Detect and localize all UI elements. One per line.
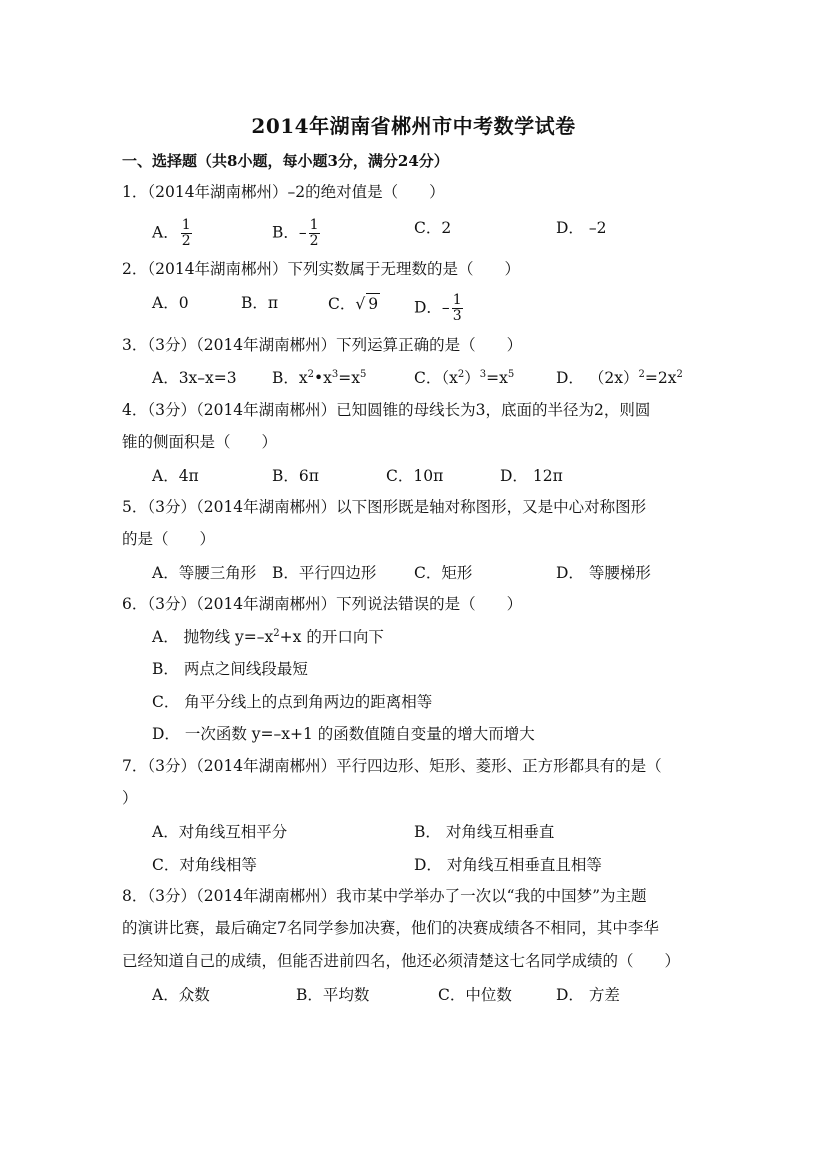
question-8-line3: 已经知道自己的成绩，但能否进前四名，他还必须清楚这七名同学成绩的（ ） <box>122 952 681 970</box>
q5-option-a: A．等腰三角形 <box>152 564 257 582</box>
q4-option-c: C．10π <box>386 467 444 485</box>
q3-c-part1: C．（x <box>414 369 458 387</box>
q3-c-exp3: 5 <box>507 368 515 380</box>
q6-option-a <box>152 627 384 647</box>
q2-d-fraction <box>452 293 463 324</box>
q6-option-b: B． 两点之间线段最短 <box>152 660 308 678</box>
question-1: 1．（2014年湖南郴州）–2的绝对值是（ ） <box>122 183 445 201</box>
q8-option-b: B．平均数 <box>296 986 370 1004</box>
q1-b-denominator: 2 <box>309 233 319 249</box>
q1-a-denominator: 2 <box>181 233 191 249</box>
q1-b-numerator: 1 <box>309 217 319 233</box>
q1-option-c: C．2 <box>414 219 452 237</box>
q8-option-c: C．中位数 <box>438 986 512 1004</box>
q3-d-part1: D． （2x） <box>556 369 639 387</box>
q6-a-exp: 2 <box>273 627 280 639</box>
q3-b-part1: B．x <box>272 369 308 387</box>
q2-c-radicand: 9 <box>368 295 379 313</box>
question-4-line1: 4．（3分）（2014年湖南郴州）已知圆锥的母线长为3，底面的半径为2，则圆 <box>122 401 651 419</box>
q3-option-b <box>272 368 366 388</box>
question-5-line1: 5．（3分）（2014年湖南郴州）以下图形既是轴对称图形，又是中心对称图形 <box>122 498 647 516</box>
q1-option-d: D． –2 <box>556 219 607 237</box>
q3-c-part3: =x <box>486 369 508 387</box>
question-7-line1: 7．（3分）（2014年湖南郴州）平行四边形、矩形、菱形、正方形都具有的是（ <box>122 757 662 775</box>
q6-option-c: C． 角平分线上的点到角两边的距离相等 <box>152 693 433 711</box>
q3-option-c <box>414 368 514 388</box>
q2-option-c: C．√ 9 <box>328 295 379 313</box>
q3-option-d <box>556 368 683 388</box>
q5-option-c: C．矩形 <box>414 564 473 582</box>
q3-b-exp1: 2 <box>307 368 315 380</box>
q3-d-part2: =2x <box>644 369 677 387</box>
section-heading: 一、选择题（共8小题，每小题3分，满分24分） <box>122 152 449 170</box>
q2-option-a: A．0 <box>152 294 189 312</box>
q7-option-c: C．对角线相等 <box>152 856 257 874</box>
q3-c-part2: ） <box>464 369 480 387</box>
q3-d-exp2: 2 <box>676 368 683 380</box>
q7-option-d: D． 对角线互相垂直且相等 <box>414 856 602 874</box>
q1-a-label: A． <box>152 223 179 242</box>
question-2: 2．（2014年湖南郴州）下列实数属于无理数的是（ ） <box>122 260 521 278</box>
question-7-line2: ） <box>122 789 138 807</box>
question-4-line2: 锥的侧面积是（ ） <box>122 433 278 451</box>
q5-option-d: D． 等腰梯形 <box>556 564 651 582</box>
q3-d-exp1: 2 <box>638 368 645 380</box>
q6-option-d: D． 一次函数 y=–x+1 的函数值随自变量的增大而增大 <box>152 725 535 743</box>
q1-b-fraction <box>309 218 320 249</box>
q1-option-b <box>272 218 320 249</box>
q4-option-a: A．4π <box>152 467 199 485</box>
question-8-line2: 的演讲比赛，最后确定7名同学参加决赛，他们的决赛成绩各不相同，其中李华 <box>122 919 659 937</box>
q1-a-fraction <box>181 218 192 249</box>
question-6: 6．（3分）（2014年湖南郴州）下列说法错误的是（ ） <box>122 595 523 613</box>
q6-a-part2: +x 的开口向下 <box>279 628 384 646</box>
q3-b-part3: =x <box>338 369 361 387</box>
page-title: 2014年湖南省郴州市中考数学试卷 <box>251 114 576 138</box>
q3-b-part2: •x <box>314 369 332 387</box>
q8-option-d: D． 方差 <box>556 986 620 1004</box>
q5-option-b: B．平行四边形 <box>272 564 377 582</box>
q2-option-b: B．π <box>241 294 279 312</box>
q1-option-a <box>152 218 192 249</box>
q3-b-exp3: 5 <box>360 368 367 380</box>
q4-option-d: D． 12π <box>500 467 563 485</box>
q6-a-part1: A． 抛物线 y=–x <box>152 628 274 646</box>
q3-option-a: A．3x–x=3 <box>152 369 237 387</box>
q2-d-numerator: 1 <box>452 292 462 308</box>
q1-b-label: B．– <box>272 223 307 242</box>
question-3: 3．（3分）（2014年湖南郴州）下列运算正确的是（ ） <box>122 336 523 354</box>
q7-option-b: B． 对角线互相垂直 <box>414 823 555 841</box>
q2-c-label: C． <box>328 295 356 313</box>
question-8-line1: 8．（3分）（2014年湖南郴州）我市某中学举办了一次以“我的中国梦”为主题 <box>122 887 647 905</box>
q2-d-denominator: 3 <box>452 308 462 324</box>
q3-c-exp2: 3 <box>479 368 487 380</box>
q2-option-d <box>414 293 463 324</box>
q4-option-b: B．6π <box>272 467 319 485</box>
question-5-line2: 的是（ ） <box>122 530 216 548</box>
q7-option-a: A．对角线互相平分 <box>152 823 288 841</box>
q8-option-a: A．众数 <box>152 986 210 1004</box>
q1-a-numerator: 1 <box>181 217 191 233</box>
q3-c-exp1: 2 <box>457 368 465 380</box>
q2-d-label: D．– <box>414 298 450 317</box>
q3-b-exp2: 3 <box>331 368 339 380</box>
